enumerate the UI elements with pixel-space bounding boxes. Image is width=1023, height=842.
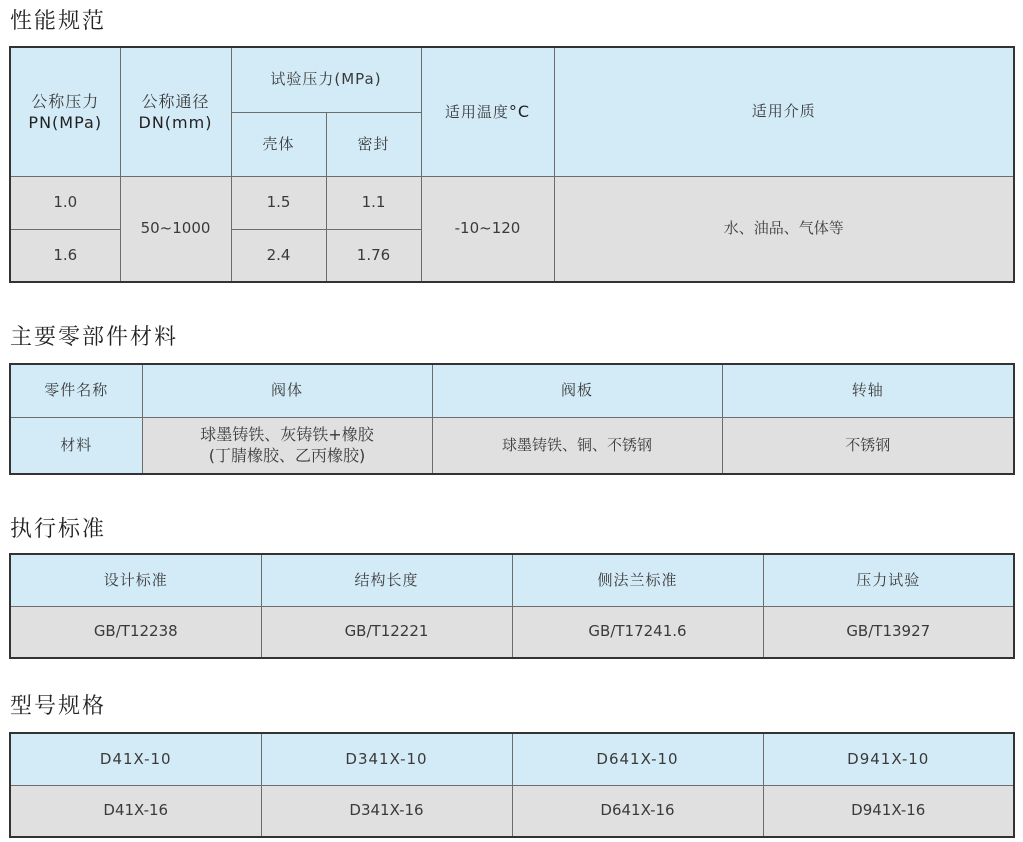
pn-header [10, 47, 120, 176]
models-title: 型号规格 [10, 694, 107, 719]
part-name-header: 零件名称 [10, 364, 142, 417]
medium-header: 适用介质 [554, 47, 1014, 176]
temperature-header-label: 适用温度 [444, 102, 509, 121]
design-standard-header: 设计标准 [10, 554, 261, 606]
dn-header-line1: 公称通径 [141, 91, 210, 111]
pn-cell: 1.0 [10, 176, 120, 229]
table-row [10, 417, 1014, 474]
pressure-test-cell: GB/T13927 [763, 606, 1014, 658]
material-label: 材料 [10, 417, 142, 474]
shell-header: 壳体 [231, 112, 326, 176]
shell-cell: 1.5 [231, 176, 326, 229]
model-cell: D41X-10 [10, 733, 261, 785]
seal-cell: 1.76 [326, 229, 421, 282]
models-table [9, 732, 1015, 838]
table-row [10, 733, 1014, 785]
test-pressure-header: 试验压力(MPa) [231, 47, 421, 112]
model-cell: D341X-10 [261, 733, 512, 785]
body-material-line1: 球墨铸铁、灰铸铁+橡胶 [200, 425, 374, 445]
dn-header-line2: DN(mm) [138, 112, 213, 132]
body-material-cell [142, 417, 432, 474]
structure-length-cell: GB/T12221 [261, 606, 512, 658]
side-flange-header: 侧法兰标准 [512, 554, 763, 606]
dn-header [120, 47, 231, 176]
standards-table [9, 553, 1015, 659]
shaft-material-cell: 不锈钢 [722, 417, 1014, 474]
temperature-cell: -10~120 [421, 176, 554, 282]
standards-title: 执行标准 [10, 517, 107, 542]
performance-title: 性能规范 [10, 9, 107, 34]
pn-header-line2: PN(MPa) [28, 112, 103, 132]
model-cell: D941X-10 [763, 733, 1014, 785]
shell-cell: 2.4 [231, 229, 326, 282]
structure-length-header: 结构长度 [261, 554, 512, 606]
seal-cell: 1.1 [326, 176, 421, 229]
shaft-header: 转轴 [722, 364, 1014, 417]
materials-table [9, 363, 1015, 475]
temperature-header [421, 47, 554, 176]
body-material-line2: (丁腈橡胶、乙丙橡胶) [208, 446, 366, 466]
side-flange-cell: GB/T17241.6 [512, 606, 763, 658]
model-cell: D641X-10 [512, 733, 763, 785]
pn-header-line1: 公称压力 [31, 91, 100, 111]
plate-header: 阀板 [432, 364, 722, 417]
performance-table [9, 46, 1015, 283]
body-header: 阀体 [142, 364, 432, 417]
plate-material-cell: 球墨铸铁、铜、不锈钢 [432, 417, 722, 474]
model-cell: D41X-16 [10, 785, 261, 837]
pn-cell: 1.6 [10, 229, 120, 282]
model-cell: D941X-16 [763, 785, 1014, 837]
table-row [10, 785, 1014, 837]
design-standard-cell: GB/T12238 [10, 606, 261, 658]
table-row [10, 176, 1014, 229]
temperature-unit: °C [508, 101, 531, 121]
medium-cell: 水、油品、气体等 [554, 176, 1014, 282]
dn-cell: 50~1000 [120, 176, 231, 282]
materials-title: 主要零部件材料 [10, 325, 179, 350]
model-cell: D341X-16 [261, 785, 512, 837]
table-row [10, 606, 1014, 658]
model-cell: D641X-16 [512, 785, 763, 837]
pressure-test-header: 压力试验 [763, 554, 1014, 606]
seal-header: 密封 [326, 112, 421, 176]
